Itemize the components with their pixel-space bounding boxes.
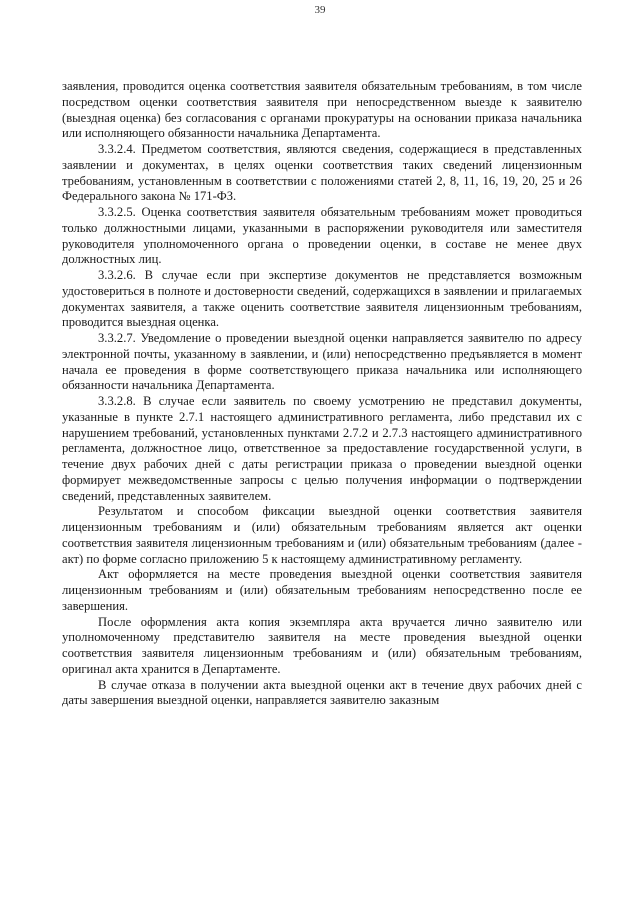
- paragraph: 3.3.2.5. Оценка соответствия заявителя обязательным требованиям может проводиться только должностными лицами, указанными в распоряжении руководителя или заместителя руководителя уполномоченного органа о проведении оценки, в составе не менее двух должностных лиц.: [62, 205, 582, 267]
- paragraph: 3.3.2.4. Предметом соответствия, являются сведения, содержащиеся в представленных заявлении и документах, в целях оценки соответствия таких сведений лицензионным требованиям, установленным в соответствии с положениями статей 2, 8, 11, 16, 19, 20, 25 и 26 Федерального закона № 171-ФЗ.: [62, 142, 582, 204]
- paragraph: заявления, проводится оценка соответствия заявителя обязательным требованиям, в том числе посредством оценки соответствия заявителя при непосредственном выезде к заявителю (выездная оценка) без согласования с органами прокуратуры на основании приказа начальника или исполняющего обязанности начальника Департамента.: [62, 79, 582, 141]
- paragraph: 3.3.2.6. В случае если при экспертизе документов не представляется возможным удостовериться в полноте и достоверности сведений, содержащихся в заявлении и прилагаемых документах заявителя, а также оценить соответствие заявителя лицензионным требованиям, проводится выездная оценка.: [62, 268, 582, 330]
- page-number: 39: [314, 4, 326, 16]
- paragraph: Акт оформляется на месте проведения выездной оценки соответствия заявителя лицензионным требованиям и (или) обязательным требованиям непосредственно после ее завершения.: [62, 567, 582, 613]
- paragraph: Результатом и способом фиксации выездной оценки соответствия заявителя лицензионным требованиям и (или) обязательным требованиям является акт оценки соответствия заявителя лицензионным требованиям и (или) обязательным требованиям (далее - акт) по форме согласно приложению 5 к настоящему административному регламенту.: [62, 504, 582, 566]
- body-text: [62, 79, 582, 709]
- paragraph: 3.3.2.7. Уведомление о проведении выездной оценки направляется заявителю по адресу электронной почты, указанному в заявлении, и (или) непосредственно предъявляется в момент начала ее проведения в форме соответствующего приказа начальника или исполняющего обязанности начальника Департамента.: [62, 331, 582, 393]
- paragraph: В случае отказа в получении акта выездной оценки акт в течение двух рабочих дней с даты завершения выездной оценки, направляется заявителю заказным: [62, 677, 582, 708]
- paragraph: 3.3.2.8. В случае если заявитель по своему усмотрению не представил документы, указанные в пункте 2.7.1 настоящего административного регламента, либо представил их с нарушением требований, установленных пунктами 2.7.2 и 2.7.3 настоящего административного регламента, должностное лицо, ответственное за предоставление государственной услуги, в течение двух рабочих дней с даты регистрации приказа о проведении выездной оценки формирует межведомственные запросы с целью получения информации о подтверждении сведений, представленных заявителем.: [62, 394, 582, 503]
- paragraph: После оформления акта копия экземпляра акта вручается лично заявителю или уполномоченному представителю заявителя на месте проведения выездной оценки соответствия заявителя лицензионным требованиям и (или) обязательным требованиям, оригинал акта хранится в Департаменте.: [62, 614, 582, 676]
